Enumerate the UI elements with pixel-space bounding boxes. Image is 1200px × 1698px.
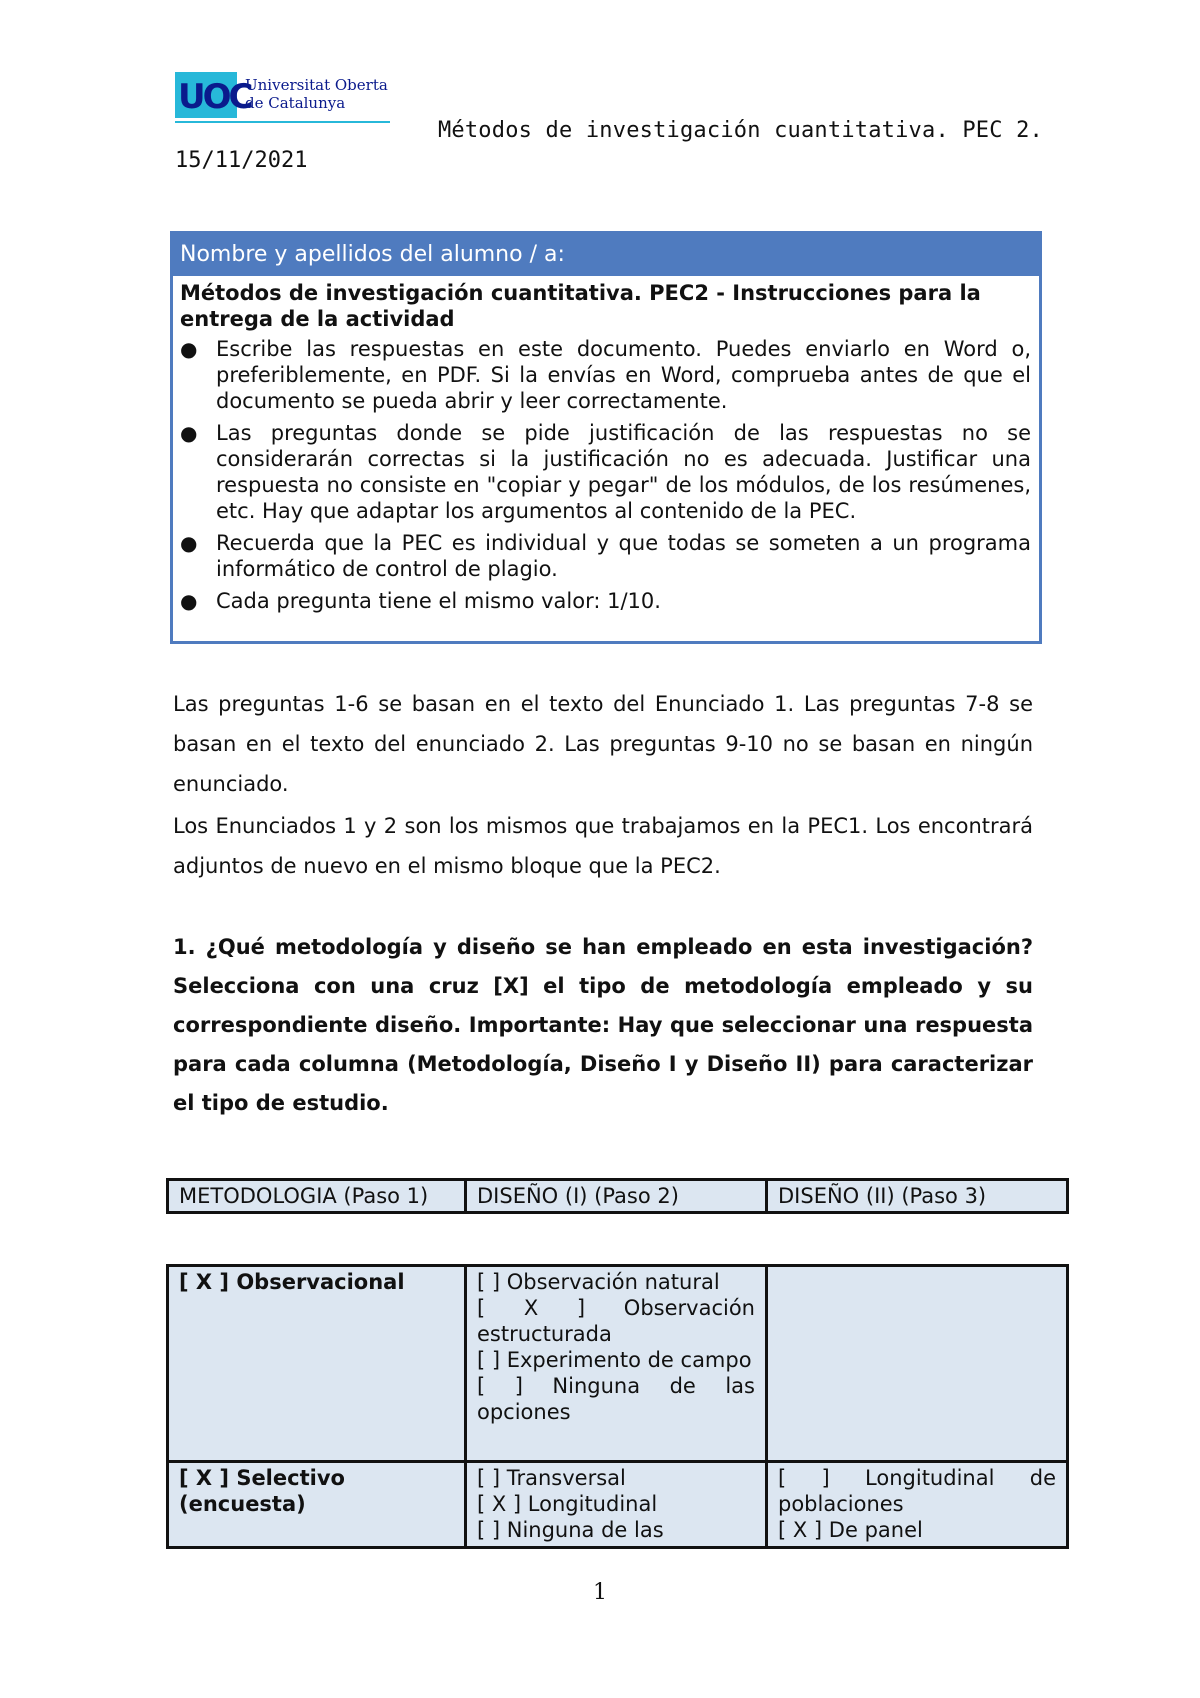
uoc-logo bbox=[175, 72, 390, 124]
uoc-logo-graphic bbox=[175, 72, 390, 124]
bullet-icon: ● bbox=[180, 531, 198, 555]
option-item: [ X ] Observación estructurada bbox=[477, 1296, 755, 1346]
page-number: 1 bbox=[593, 1580, 607, 1605]
instructions-box bbox=[170, 231, 1042, 644]
table-row bbox=[168, 1462, 1068, 1548]
design2-cell bbox=[767, 1462, 1068, 1548]
option-item: [ X ] Longitudinal bbox=[477, 1492, 658, 1516]
design1-cell bbox=[466, 1266, 767, 1462]
document-date: 15/11/2021 bbox=[175, 148, 308, 173]
header-design-2: DISEÑO (II) (Paso 3) bbox=[767, 1180, 1068, 1213]
option-item: [ X ] De panel bbox=[778, 1518, 923, 1542]
instruction-text: Las preguntas donde se pide justificación de las respuestas no se considerarán correctas si la justificación no es adecuada. Justificar una respuesta no consiste en "copiar y pegar" de los módulos, de los resúmenes, etc. Hay que adaptar los argumentos al contenido de la PEC. bbox=[216, 421, 1031, 523]
design1-cell bbox=[466, 1462, 767, 1548]
bullet-icon: ● bbox=[180, 589, 198, 613]
document-title: Métodos de investigación cuantitativa. PEC 2. bbox=[437, 118, 1043, 143]
instruction-item bbox=[180, 588, 1031, 614]
intro-paragraph-2: Los Enunciados 1 y 2 son los mismos que trabajamos en la PEC1. Los encontrará adjuntos de nuevo en el mismo bloque que la PEC2. bbox=[173, 814, 1033, 878]
bullet-icon: ● bbox=[180, 337, 198, 361]
table-row bbox=[168, 1266, 1068, 1462]
answer-table bbox=[166, 1264, 1069, 1549]
option-item: [ ] Experimento de campo bbox=[477, 1348, 752, 1372]
header-table bbox=[166, 1178, 1069, 1214]
instruction-text: Cada pregunta tiene el mismo valor: 1/10. bbox=[216, 589, 661, 613]
method-observacional: [ X ] Observacional bbox=[168, 1266, 466, 1462]
svg-text:UOC: UOC bbox=[178, 77, 251, 117]
option-item: [ ] Ninguna de las opciones bbox=[477, 1374, 755, 1424]
header-methodology: METODOLOGIA (Paso 1) bbox=[168, 1180, 466, 1213]
option-item: [ ] Transversal bbox=[477, 1466, 626, 1490]
instructions-title: Métodos de investigación cuantitativa. PEC2 - Instrucciones para la entrega de la actividad bbox=[180, 281, 981, 331]
option-item: [ ] Longitudinal de poblaciones bbox=[778, 1466, 1056, 1516]
instructions-body bbox=[173, 276, 1039, 614]
bullet-icon: ● bbox=[180, 421, 198, 445]
option-item: [ ] Ninguna de las bbox=[477, 1518, 664, 1542]
question-1: 1. ¿Qué metodología y diseño se han empleado en esta investigación? Selecciona con una cruz [X] el tipo de metodología empleado y su correspondiente diseño. Importante: Hay que seleccionar una respuesta para cada columna (Metodología, Diseño I y Diseño II) para caracterizar el tipo de estudio. bbox=[173, 935, 1033, 1115]
svg-text:Universitat Oberta: Universitat Oberta bbox=[245, 76, 388, 94]
svg-text:de Catalunya: de Catalunya bbox=[245, 94, 346, 112]
instruction-item bbox=[180, 336, 1031, 414]
header-design-1: DISEÑO (I) (Paso 2) bbox=[466, 1180, 767, 1213]
intro-paragraph-1: Las preguntas 1-6 se basan en el texto del Enunciado 1. Las preguntas 7-8 se basan en el texto del enunciado 2. Las preguntas 9-10 no se basan en ningún enunciado. bbox=[173, 692, 1033, 796]
instruction-text: Recuerda que la PEC es individual y que todas se someten a un programa informático de control de plagio. bbox=[216, 531, 1031, 581]
design2-cell-empty bbox=[767, 1266, 1068, 1462]
instruction-item bbox=[180, 530, 1031, 582]
instruction-item bbox=[180, 420, 1031, 524]
instruction-text: Escribe las respuestas en este documento. Puedes enviarlo en Word o, preferiblemente, en PDF. Si la envías en Word, comprueba antes de que el documento se pueda abrir y leer correctamente. bbox=[216, 337, 1031, 413]
method-selectivo: [ X ] Selectivo (encuesta) bbox=[168, 1462, 466, 1548]
table-header-row bbox=[168, 1180, 1068, 1213]
instructions-list bbox=[180, 336, 1031, 614]
student-name-heading: Nombre y apellidos del alumno / a: bbox=[173, 234, 1039, 276]
option-item: [ ] Observación natural bbox=[477, 1270, 720, 1294]
